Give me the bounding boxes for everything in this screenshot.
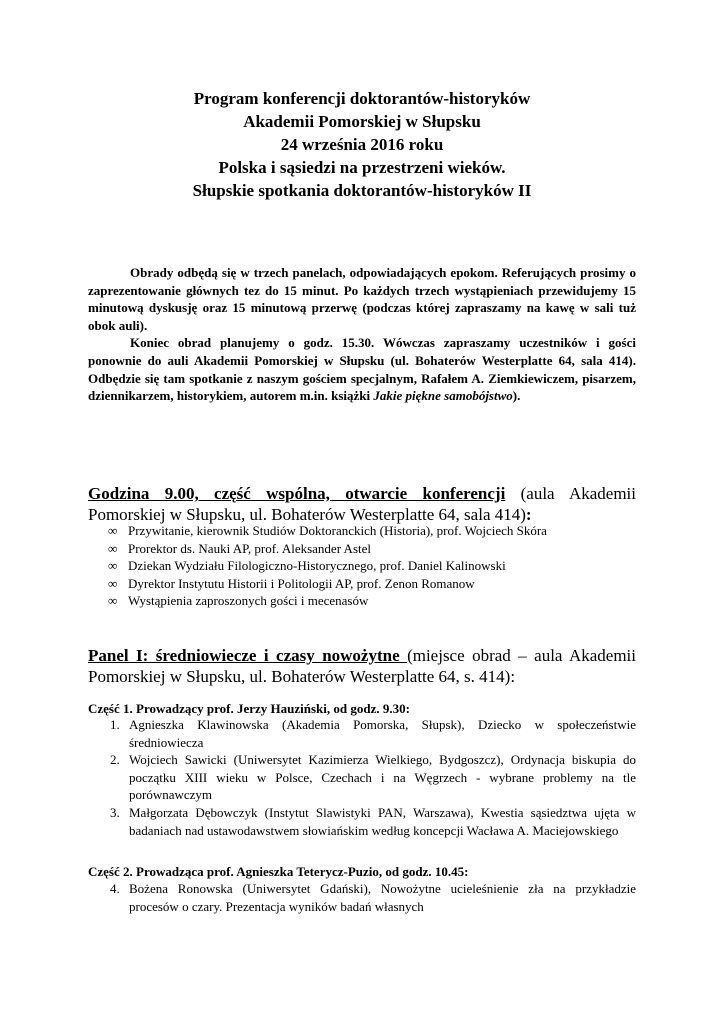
- talk-text: Agnieszka Klawinowska (Akademia Pomorska, Słupsk), Dziecko w społeczeństwie średniowiecza: [129, 717, 636, 750]
- talk-number: 4.: [110, 881, 120, 896]
- panel1-heading-location: (miejsce obrad – aula Akademii Pomorskiej w Słupsku, ul. Bohaterów Westerplatte 64, s. 414):: [88, 646, 636, 686]
- opening-list: [108, 522, 636, 610]
- opening-heading: [88, 483, 636, 525]
- panel1-heading-lead: Panel I: średniowiecze i czasy nowożytne: [88, 646, 408, 665]
- talk-text: Małgorzata Dębowczyk (Instytut Slawistyki PAN, Warszawa), Kwestia sąsiedztwa ujęta w badaniach nad ustawodawstwem słowiańskim według koncepcji Wacława A. Maciejowskiego: [129, 804, 636, 838]
- title-line: Słupskie spotkania doktorantów-historyków II: [192, 181, 532, 200]
- opening-heading-lead: Godzina 9.00, część wspólna, otwarcie konferencji: [88, 484, 506, 503]
- talk-text: Bożena Ronowska (Uniwersytet Gdański), Nowożytne ucieleśnienie zła na przykładzie procesów o czary. Prezentacja wyników badań własnych: [129, 881, 636, 914]
- list-item-text: Wystąpienia zaproszonych gości i mecenasów: [128, 593, 369, 609]
- infinity-bullet-icon: ∞: [108, 575, 118, 591]
- title-line: Akademii Pomorskiej w Słupsku: [243, 112, 481, 131]
- infinity-bullet-icon: ∞: [108, 558, 118, 574]
- opening-heading-location: (aula Akademii Pomorskiej w Słupsku, ul. Bohaterów Westerplatte 64, sala 414): [88, 484, 637, 524]
- talk-item: [110, 716, 636, 751]
- list-item: [108, 557, 636, 575]
- intro-paragraph-1: Obrady odbędą się w trzech panelach, odpowiadających epokom. Referujących prosimy o zaprezentowanie głównych tez do 15 minut. Po każdych trzech wystąpieniach przewidujemy 15 minutową dyskusję oraz 15 minutową przerwę (podczas której zapraszamy na kawę w sali tuż obok auli).: [88, 265, 636, 333]
- intro-paragraph-2-text: Koniec obrad planujemy o godz. 15.30. Wówczas zapraszamy uczestników i gości ponownie do auli Akademii Pomorskiej w Słupsku (ul. Bohaterów Westerplatte 64, sala 414). Odbędzie się tam spotkanie z naszym gościem specjalnym, Rafałem A. Ziemkiewiczem, pisarzem, dziennikarzem, historykiem, autorem m.in. książki: [88, 335, 636, 404]
- list-item: [108, 592, 636, 610]
- talk-number: 3.: [110, 804, 120, 820]
- talk-text: Wojciech Sawicki (Uniwersytet Kazimierza Wielkiego, Bydgoszcz), Ordynacja biskupia do początku XIII wieku w Polsce, Czechach i na Węgrzech - wybrane problemy na tle porównawczym: [129, 752, 636, 803]
- list-item: [108, 522, 636, 540]
- title-line: 24 września 2016 roku: [280, 135, 444, 154]
- list-item-text: Dyrektor Instytutu Historii i Politologii AP, prof. Zenon Romanow: [128, 575, 475, 591]
- infinity-bullet-icon: ∞: [108, 523, 118, 538]
- opening-heading-colon: :: [525, 505, 532, 524]
- infinity-bullet-icon: ∞: [108, 540, 118, 556]
- intro-paragraph-2-end: ).: [512, 388, 521, 404]
- part1-talks: [110, 716, 636, 839]
- title-line: Program konferencji doktorantów-historyków: [193, 89, 531, 108]
- title-line: Polska i sąsiedzi na przestrzeni wieków.: [218, 158, 506, 177]
- part2-heading: Część 2. Prowadząca prof. Agnieszka Teterycz-Puzio, od godz. 10.45:: [88, 864, 469, 879]
- list-item-text: Prorektor ds. Nauki AP, prof. Aleksander Astel: [128, 540, 372, 556]
- book-title: Jakie piękne samobójstwo: [373, 388, 513, 404]
- list-item-text: Dziekan Wydziału Filologiczno-Historycznego, prof. Daniel Kalinowski: [128, 558, 506, 574]
- list-item-text: Przywitanie, kierownik Studiów Doktoranckich (Historia), prof. Wojciech Skóra: [128, 523, 547, 538]
- talk-item: [110, 751, 636, 804]
- part1-heading: Część 1. Prowadzący prof. Jerzy Hauziński, od godz. 9.30:: [88, 701, 410, 716]
- infinity-bullet-icon: ∞: [108, 593, 118, 609]
- list-item: [108, 575, 636, 593]
- list-item: [108, 540, 636, 558]
- panel1-heading: [88, 645, 636, 687]
- talk-number: 1.: [110, 717, 120, 732]
- intro-text: [88, 264, 636, 405]
- document-title: [88, 87, 636, 202]
- talk-number: 2.: [110, 752, 120, 768]
- part2-talks: [110, 880, 636, 915]
- talk-item: [110, 880, 636, 915]
- intro-paragraph-2: [88, 334, 636, 404]
- talk-item: [110, 804, 636, 839]
